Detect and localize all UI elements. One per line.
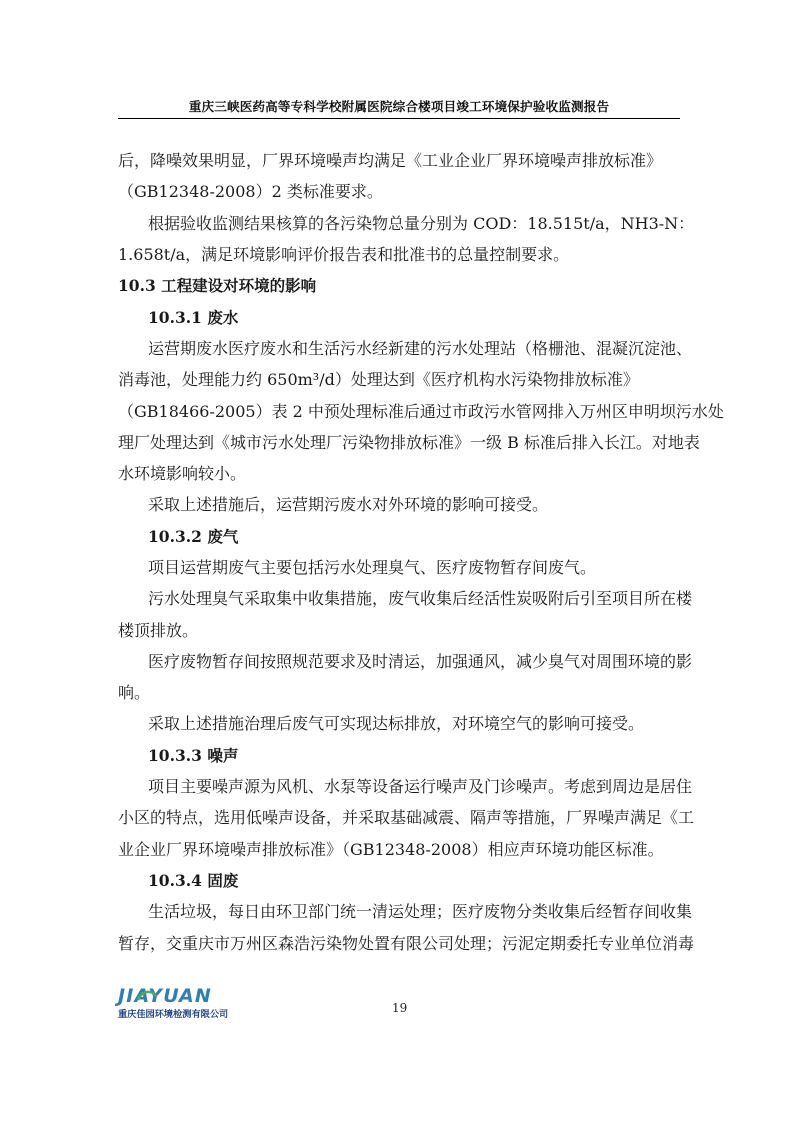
logo-wordmark: JIAYUAN [118,985,213,1007]
subsection-heading: 10.3.4 固废 [148,871,239,890]
paragraph-line: 小区的特点，选用低噪声设备，并采取基础减震、隔声等措施，厂界噪声满足《工 [118,808,695,827]
logo-swoosh-icon [136,988,158,1004]
paragraph-line: 污水处理臭气采取集中收集措施，废气收集后经活性炭吸附后引至项目所在楼 [148,589,693,608]
paragraph-line: 消毒池，处理能力约 650m³/d）处理达到《医疗机构水污染物排放标准》 [118,370,639,389]
paragraph-line: 响。 [118,683,151,702]
subsection-heading: 10.3.3 噪声 [148,746,239,765]
paragraph-line: 生活垃圾，每日由环卫部门统一清运处理；医疗废物分类收集后经暂存间收集 [148,902,693,921]
page-number: 19 [392,1001,408,1015]
page-header [118,92,680,119]
paragraph-line: 业企业厂界环境噪声排放标准》（GB12348-2008）相应声环境功能区标准。 [118,840,664,859]
paragraph-line: 1.658t/a，满足环境影响评价报告表和批准书的总量控制要求。 [118,245,570,264]
paragraph-line: （GB18466-2005）表 2 中预处理标准后通过市政污水管网排入万州区申明坝污水处 [118,402,724,421]
paragraph-line: 水环境影响较小。 [118,464,247,483]
paragraph-line: 项目主要噪声源为风机、水泵等设备运行噪声及门诊噪声。考虑到周边是居住 [148,777,693,796]
paragraph-line: 理厂处理达到《城市污水处理厂污染物排放标准》一级 B 标准后排入长江。对地表 [118,433,700,452]
company-logo [118,985,278,1019]
paragraph-line: 采取上述措施后，运营期污废水对外环境的影响可接受。 [148,495,549,514]
paragraph-line: 项目运营期废气主要包括污水处理臭气、医疗废物暂存间废气。 [148,558,597,577]
subsection-heading: 10.3.2 废气 [148,527,239,546]
paragraph-line: 楼顶排放。 [118,621,199,640]
paragraph-line: 暂存，交重庆市万州区森浩污染物处置有限公司处理；污泥定期委托专业单位消毒 [118,934,695,953]
paragraph-line: 根据验收监测结果核算的各污染物总量分别为 COD：18.515t/a，NH3-N： [148,214,695,233]
paragraph-line: 医疗废物暂存间按照规范要求及时清运，加强通风，减少臭气对周围环境的影 [148,652,693,671]
company-name: 重庆佳园环境检测有限公司 [118,1009,229,1020]
subsection-heading: 10.3.1 废水 [148,308,239,327]
paragraph-line: 运营期废水医疗废水和生活污水经新建的污水处理站（格栅池、混凝沉淀池、 [148,339,693,358]
section-heading: 10.3 工程建设对环境的影响 [118,276,317,295]
paragraph-line: （GB12348-2008）2 类标准要求。 [118,182,383,201]
paragraph-line: 后，降噪效果明显，厂界环境噪声均满足《工业企业厂界环境噪声排放标准》 [118,151,663,170]
report-title: 重庆三峡医药高等专科学校附属医院综合楼项目竣工环境保护验收监测报告 [188,99,610,114]
paragraph-line: 采取上述措施治理后废气可实现达标排放，对环境空气的影响可接受。 [148,714,645,733]
